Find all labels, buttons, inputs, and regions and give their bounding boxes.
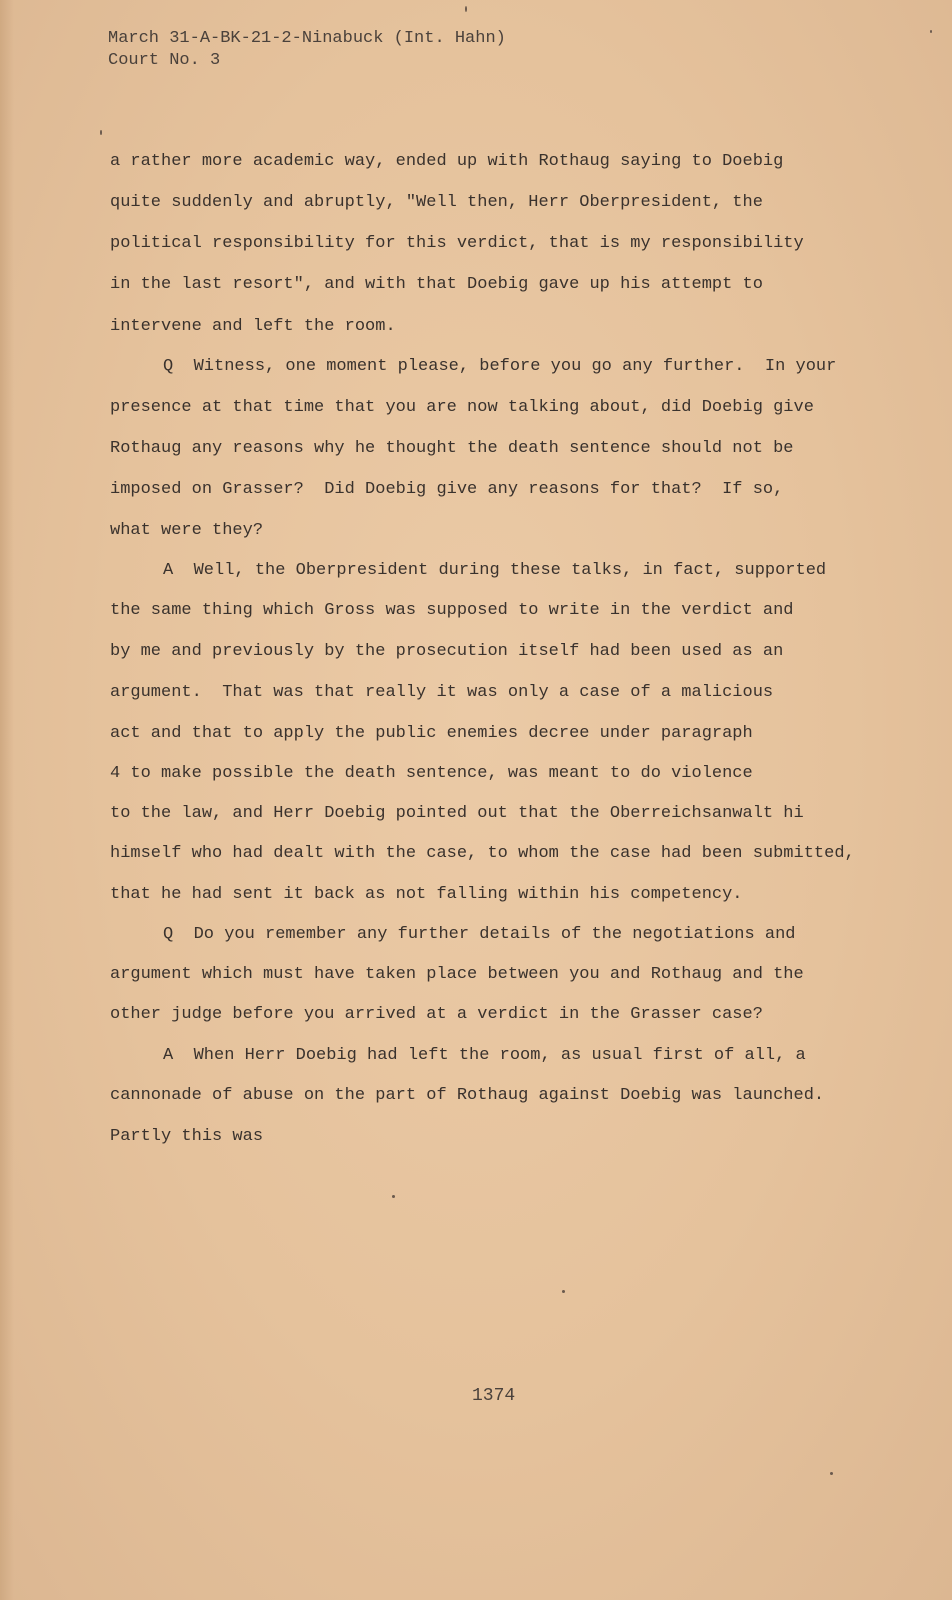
- paper-speck: [930, 30, 932, 33]
- body-line: cannonade of abuse on the part of Rothaug against Doebig was launched.: [110, 1086, 825, 1105]
- paper-speck: [100, 130, 102, 135]
- page-number: 1374: [472, 1386, 516, 1406]
- paper-speck: [392, 1195, 395, 1198]
- document-header: [108, 28, 506, 72]
- body-line: quite suddenly and abruptly, "Well then, Herr Oberpresident, the: [110, 193, 763, 212]
- body-line: argument which must have taken place between you and Rothaug and the: [110, 965, 804, 984]
- body-line: political responsibility for this verdict, that is my responsibility: [110, 234, 804, 253]
- body-line: imposed on Grasser? Did Doebig give any reasons for that? If so,: [110, 480, 784, 499]
- body-line: intervene and left the room.: [110, 317, 396, 336]
- paper-speck: [465, 6, 467, 12]
- body-line: other judge before you arrived at a verdict in the Grasser case?: [110, 1005, 763, 1024]
- body-line: Rothaug any reasons why he thought the death sentence should not be: [110, 439, 794, 458]
- body-line: Q Do you remember any further details of the negotiations and: [163, 925, 796, 944]
- body-line: A Well, the Oberpresident during these talks, in fact, supported: [163, 561, 827, 580]
- body-line: argument. That was that really it was only a case of a malicious: [110, 683, 774, 702]
- body-line: act and that to apply the public enemies decree under paragraph: [110, 724, 753, 743]
- paper-speck: [562, 1290, 565, 1293]
- body-line: 4 to make possible the death sentence, was meant to do violence: [110, 764, 753, 783]
- body-line: by me and previously by the prosecution itself had been used as an: [110, 642, 784, 661]
- body-line: Q Witness, one moment please, before you go any further. In your: [163, 357, 837, 376]
- body-line: a rather more academic way, ended up with Rothaug saying to Doebig: [110, 152, 784, 171]
- header-case-line: March 31-A-BK-21-2-Ninabuck (Int. Hahn): [108, 29, 506, 48]
- body-line: himself who had dealt with the case, to whom the case had been submitted,: [110, 844, 855, 863]
- page-edge-shadow: [0, 0, 14, 1600]
- header-court-line: Court No. 3: [108, 51, 221, 70]
- body-line: what were they?: [110, 521, 264, 540]
- body-line: to the law, and Herr Doebig pointed out that the Oberreichsanwalt hi: [110, 804, 804, 823]
- body-line: that he had sent it back as not falling within his competency.: [110, 885, 743, 904]
- body-line: presence at that time that you are now talking about, did Doebig give: [110, 398, 814, 417]
- body-line: A When Herr Doebig had left the room, as usual first of all, a: [163, 1046, 806, 1065]
- body-line: in the last resort", and with that Doebig gave up his attempt to: [110, 275, 763, 294]
- paper-speck: [830, 1472, 833, 1475]
- body-line: Partly this was: [110, 1127, 264, 1146]
- body-line: the same thing which Gross was supposed to write in the verdict and: [110, 601, 794, 620]
